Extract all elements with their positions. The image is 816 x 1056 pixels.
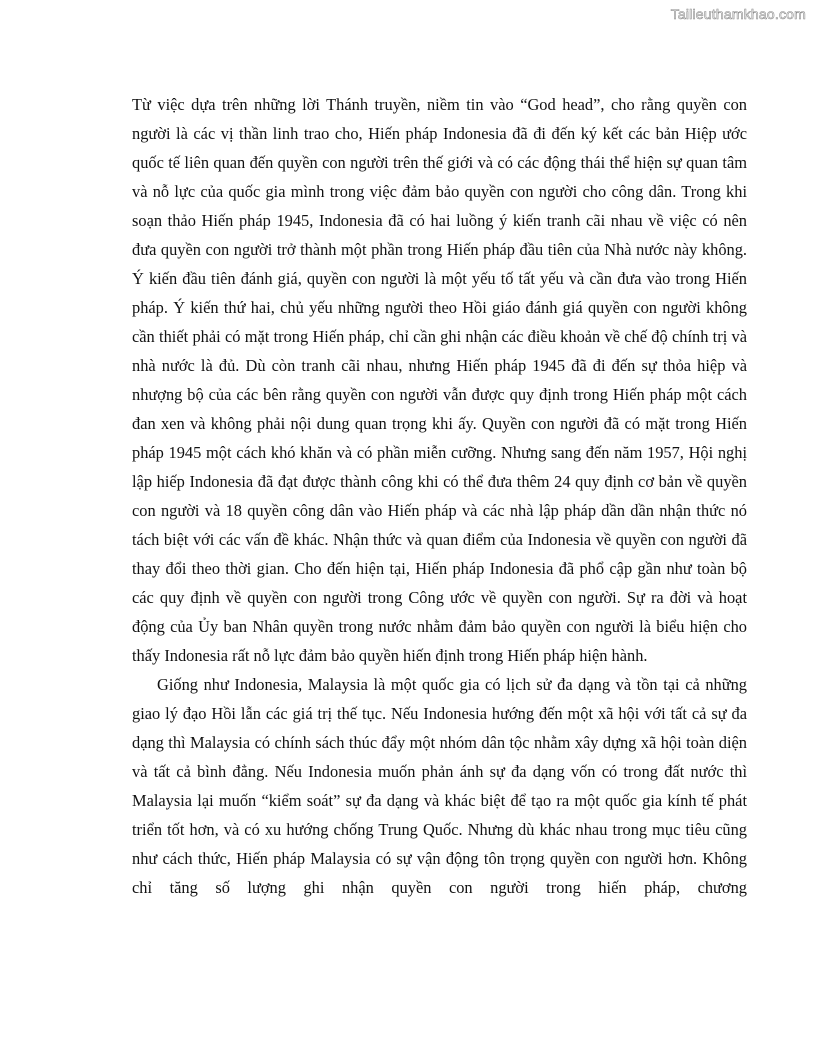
paragraph-1: Từ việc dựa trên những lời Thánh truyền, niềm tin vào “God head”, cho rằng quyền con người là các vị thần linh trao cho, Hiến pháp Indonesia đã đi đến ký kết các bản Hiệp ước quốc tế liên quan đến quyền con người trên thế giới và có các động thái thể hiện sự quan tâm và nỗ lực của quốc gia mình trong việc đảm bảo quyền con người cho công dân. Trong khi soạn thảo Hiến pháp 1945, Indonesia đã có hai luồng ý kiến tranh cãi nhau về việc có nên đưa quyền con người trở thành một phần trong Hiến pháp đầu tiên của Nhà nước này không. Ý kiến đầu tiên đánh giá, quyền con người là một yếu tố tất yếu và cần đưa vào trong Hiến pháp. Ý kiến thứ hai, chủ yếu những người theo Hồi giáo đánh giá quyền con người không cần thiết phải có mặt trong Hiến pháp, chỉ cần ghi nhận các điều khoản về chế độ chính trị và nhà nước là đủ. Dù còn tranh cãi nhau, nhưng Hiến pháp 1945 đã đi đến sự thỏa hiệp và nhượng bộ của các bên rằng quyền con người vẫn được quy định trong Hiến pháp một cách đan xen và không phải nội dung quan trọng khi ấy. Quyền con người đã có mặt trong Hiến pháp 1945 một cách khó khăn và có phần miễn cưỡng. Nhưng sang đến năm 1957, Hội nghị lập hiếp Indonesia đã đạt được thành công khi có thể đưa thêm 24 quy định cơ bản về quyền con người và 18 quyền công dân vào Hiến pháp và các nhà lập pháp dần dần nhận thức nó tách biệt với các vấn đề khác. Nhận thức và quan điểm của Indonesia về quyền con người đã thay đổi theo thời gian. Cho đến hiện tại, Hiến pháp Indonesia đã phổ cập gần như toàn bộ các quy định về quyền con người trong Công ước về quyền con người. Sự ra đời và hoạt động của Ủy ban Nhân quyền trong nước nhằm đảm bảo quyền con người là biểu hiện cho thấy Indonesia rất nỗ lực đảm bảo quyền hiến định trong Hiến pháp hiện hành.	[132, 95, 747, 665]
watermark-text: Tailieuthamkhao.com	[670, 6, 806, 22]
paragraph-2: Giống như Indonesia, Malaysia là một quốc gia có lịch sử đa dạng và tồn tại cả những giao lý đạo Hồi lẫn các giá trị thế tục. Nếu Indonesia hướng đến một xã hội với tất cả sự đa dạng thì Malaysia có chính sách thúc đẩy một nhóm dân tộc nhằm xây dựng xã hội toàn diện và tất cả bình đẳng. Nếu Indonesia muốn phản ánh sự đa dạng vốn có trong đất nước thì Malaysia lại muốn “kiểm soát” sự đa dạng và khác biệt để tạo ra một quốc gia kính tế phát triển tốt hơn, và có xu hướng chống Trung Quốc. Nhưng dù khác nhau trong mục tiêu cũng như cách thức, Hiến pháp Malaysia có sự vận động tôn trọng quyền con người hơn. Không chỉ tăng số lượng ghi nhận quyền con người trong hiến pháp, chương	[132, 675, 747, 897]
document-body	[132, 90, 747, 902]
